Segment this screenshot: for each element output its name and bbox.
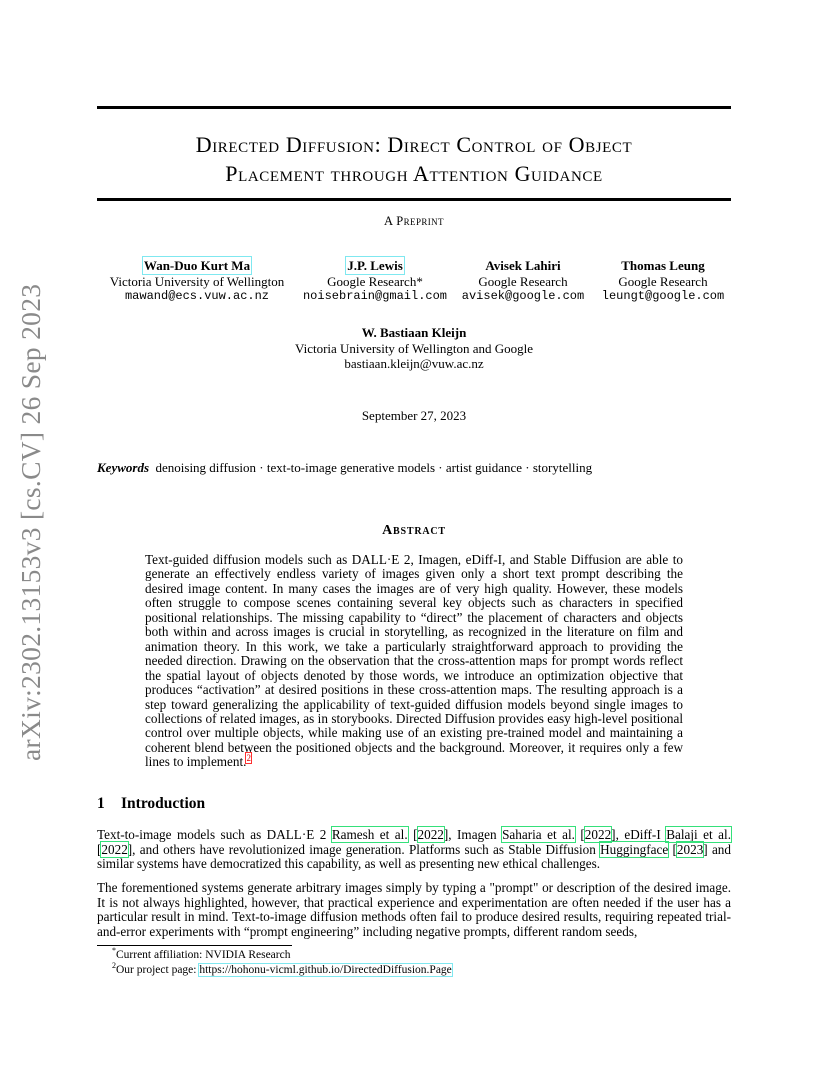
footnote-2 xyxy=(112,963,452,977)
abstract-heading: Abstract xyxy=(382,523,446,538)
title-bottom-rule xyxy=(97,198,731,201)
abstract-body xyxy=(145,553,683,770)
citation-huggingface-year[interactable]: 2023 xyxy=(676,841,704,857)
footnote-rule xyxy=(97,945,292,946)
footnote-1-mark: * xyxy=(112,946,116,956)
text-run: [ xyxy=(668,841,677,857)
footnote-2-mark: 2 xyxy=(112,961,116,971)
text-run: [ xyxy=(407,827,418,842)
keywords-text: denoising diffusion · text-to-image generative models · artist guidance · storytelling xyxy=(155,460,593,475)
text-run: [ xyxy=(574,827,585,842)
section-title: Introduction xyxy=(121,795,206,812)
footnote-1 xyxy=(112,948,290,962)
author-3-affiliation: Google Research xyxy=(478,273,568,289)
keywords-label: Keywords xyxy=(97,460,149,475)
publication-date: September 27, 2023 xyxy=(361,408,467,423)
text-run: ], Imagen xyxy=(443,827,503,842)
author-5-email: bastiaan.kleijn@vuw.ac.nz xyxy=(344,356,484,371)
author-4-affiliation: Google Research xyxy=(618,273,708,289)
intro-paragraph-2: The forementioned systems generate arbitrary images simply by typing a "prompt" or description of the desired image. It is not always highlighted, however, that practical experience and experimentation are often needed if the user has a particular result in mind. Text-to-image diffusion methods often fail to produce desired results, requiring repeated trial-and-error experiments with “prompt engineering” including negative prompts, different random seeds, xyxy=(97,880,731,939)
text-run: Text-to-image models such as DALL·E 2 xyxy=(97,827,332,842)
author-3-email: avisek@google.com xyxy=(461,289,585,303)
intro-paragraph-1 xyxy=(97,828,731,872)
citation-saharia[interactable]: Saharia et al. xyxy=(502,827,575,842)
author-3 xyxy=(453,258,593,305)
keywords xyxy=(97,460,592,476)
footnote-1-text: Current affiliation: NVIDIA Research xyxy=(116,949,291,961)
author-1 xyxy=(97,258,297,305)
author-2-email: noisebrain@gmail.com xyxy=(302,289,448,303)
preprint-label: A Preprint xyxy=(384,214,444,228)
author-5-name: W. Bastiaan Kleijn xyxy=(361,325,467,340)
author-1-name-link[interactable]: Wan-Duo Kurt Ma xyxy=(143,258,251,273)
author-4 xyxy=(596,258,730,305)
citation-balaji-year[interactable]: 2022 xyxy=(101,841,128,857)
citation-huggingface[interactable]: Huggingface xyxy=(600,841,669,857)
paper-title xyxy=(97,130,731,188)
text-run: ], and others have revolutionized image generation. Platforms such as Stable Diffusion xyxy=(127,841,601,857)
author-2-affiliation: Google Research* xyxy=(327,273,423,289)
title-line-2: Placement through Attention Guidance xyxy=(225,161,603,186)
text-run: ], eDiff-I xyxy=(611,827,667,842)
author-4-name: Thomas Leung xyxy=(621,258,705,273)
arxiv-identifier: arXiv:2302.13153v3 [cs.CV] 26 Sep 2023 xyxy=(15,283,46,761)
citation-ramesh[interactable]: Ramesh et al. xyxy=(331,827,408,842)
author-3-name: Avisek Lahiri xyxy=(485,258,561,273)
text-run: [ xyxy=(97,841,102,857)
author-5 xyxy=(97,325,731,372)
title-line-1: Directed Diffusion: Direct Control of Object xyxy=(195,132,633,157)
author-4-email: leungt@google.com xyxy=(601,289,725,303)
author-1-email: mawand@ecs.vuw.ac.nz xyxy=(124,289,270,303)
author-2 xyxy=(300,258,450,305)
title-top-rule xyxy=(97,106,731,109)
citation-saharia-year[interactable]: 2022 xyxy=(584,827,612,842)
footnote-2-link[interactable]: 2 xyxy=(246,752,251,763)
citation-ramesh-year[interactable]: 2022 xyxy=(417,827,444,842)
text-run: ] and similar systems have democratized this capability, as well as presenting new ethical challenges. xyxy=(97,841,731,871)
footnote-2-text: Our project page: xyxy=(116,964,200,976)
author-2-name-link[interactable]: J.P. Lewis xyxy=(347,258,403,273)
author-5-affiliation: Victoria University of Wellington and Google xyxy=(294,340,534,356)
author-1-affiliation: Victoria University of Wellington xyxy=(109,273,285,289)
section-heading-introduction xyxy=(97,795,205,813)
citation-balaji[interactable]: Balaji et al. xyxy=(666,827,731,842)
abstract-text: Text-guided diffusion models such as DALL·E 2, Imagen, eDiff-I, and Stable Diffusion are able to generate an effectively endless variety of images given only a short text prompt describing the desired image content. In many cases the images are of very high quality. However, these models often struggle to compose scenes containing several key objects such as characters in specified positional relationships. The missing capability to “direct” the placement of characters and objects both within and across images is crucial in storytelling, as recognized in the literature on film and animation theory. In this work, we take a particularly straightforward approach to providing the needed direction. Drawing on the observation that the cross-attention maps for prompt words reflect the spatial layout of objects denoted by those words, we introduce an optimization objective that produces “activation” at desired positions in these cross-attention maps. The resulting approach is a step toward generalizing the applicability of text-guided diffusion models beyond single images to collections of related images, as in storybooks. Directed Diffusion provides easy high-level positional control over multiple objects, while making use of an existing pre-trained model and maintaining a coherent blend between the positioned objects and the background. Moreover, it requires only a few lines to implement. xyxy=(145,552,683,770)
section-number: 1 xyxy=(97,795,105,812)
project-page-link[interactable]: https://hohonu-vicml.github.io/DirectedDiffusion.Page xyxy=(199,964,452,976)
